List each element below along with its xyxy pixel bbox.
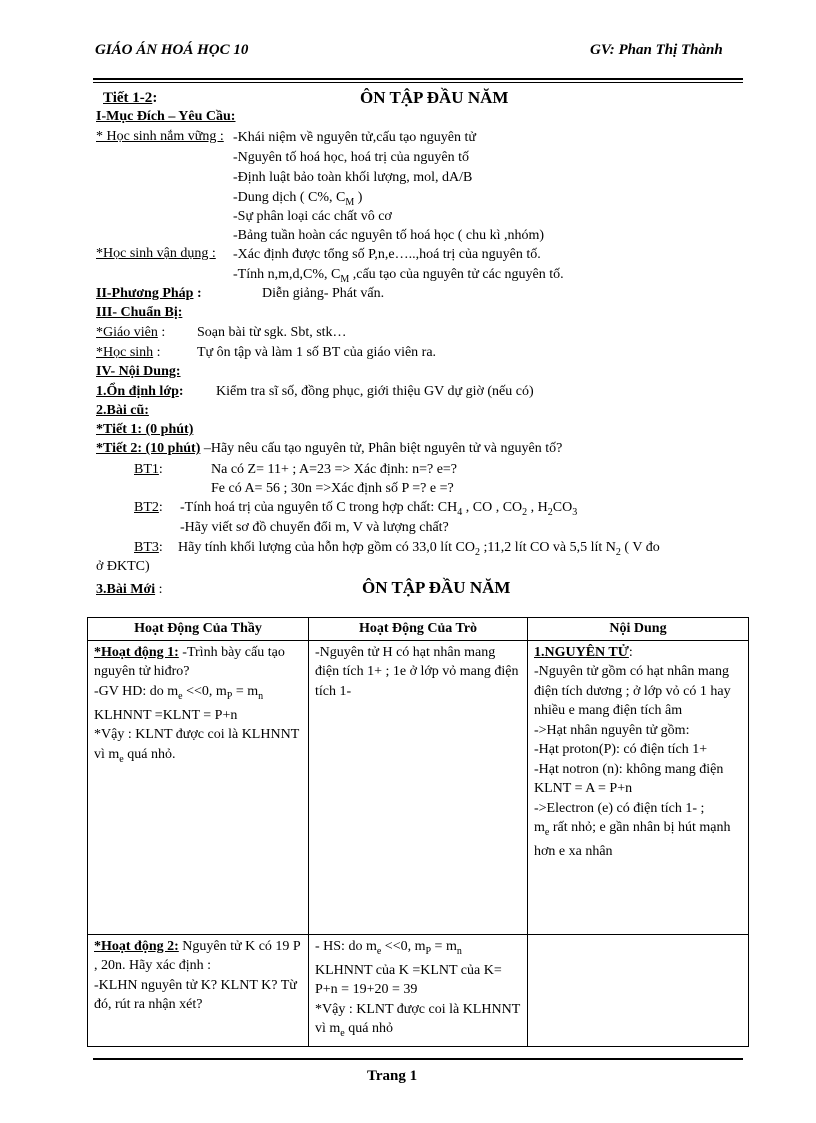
header-right: GV: Phan Thị Thành — [590, 42, 723, 58]
table-header-row — [88, 618, 749, 641]
col-header-teacher: Hoạt Động Của Thầy — [88, 618, 309, 641]
old-lesson: 2.Bài cũ: — [96, 403, 149, 418]
bt2-line: -Hãy viết sơ đồ chuyển đổi m, V và lượng chất? — [180, 520, 449, 535]
header-rule — [93, 78, 743, 80]
apply-label: *Học sinh vận dụng : — [96, 246, 216, 261]
student-cell: -Nguyên tử H có hạt nhân mang điện tích 1+ ; 1e ở lớp vỏ mang điện tích 1- — [309, 640, 528, 934]
section-2-text: Diễn giảng- Phát vấn. — [262, 286, 385, 301]
section-2: II-Phương Pháp : — [96, 286, 202, 301]
student-cell: - HS: do $m_e <<0$, $m_P = m_n$ KLHNNT của K =KLNT của K= P+n = 19+20 = 39 *Vậy : KLNT được coi là KLHNNT vì $m_e$ quá nhỏ — [309, 934, 528, 1046]
teacher-label: *Giáo viên : — [96, 325, 166, 340]
page-number: Trang 1 — [367, 1068, 418, 1084]
period-2: *Tiết 2: (10 phút) –Hãy nêu cấu tạo nguyên tử, Phân biệt nguyên tử và nguyên tố? — [96, 441, 563, 456]
student-label: *Học sinh : — [96, 345, 161, 360]
bt1-label: BT1: — [134, 462, 163, 477]
bt3-line: ở ĐKTC) — [96, 559, 150, 574]
period-1: *Tiết 1: (0 phút) — [96, 422, 194, 437]
content-cell — [528, 934, 749, 1046]
bt2-label: BT2: — [134, 500, 163, 515]
bt3-line: Hãy tính khối lượng của hỗn hợp gồm có 33,0 lít $CO_2$ ;11,2 lít CO và 5,5 lít $N_2$ ( V đo — [178, 540, 660, 558]
teacher-cell: *Hoạt động 2: Nguyên tử K có 19 P , 20n. Hãy xác định : -KLHN nguyên tử K? KLNT K? Từ đó, rút ra nhận xét? — [88, 934, 309, 1046]
bt1-line: Fe có A= 56 ; 30n =>Xác định số P =? e =? — [211, 481, 454, 496]
grasp-item: -Bảng tuần hoàn các nguyên tố hoá học ( chu kì ,nhóm) — [233, 228, 545, 243]
activity-table — [87, 617, 749, 1047]
teacher-cell: *Hoạt động 1: -Trình bày cấu tạo nguyên tử hiđro? -GV HD: do $m_e <<0$, $m_P = m_n$ KLHNNT =KLNT = P+n *Vậy : KLNT được coi là KLHNNT vì $m_e$ quá nhỏ. — [88, 640, 309, 934]
section-1-heading: I-Mục Đích – Yêu Cầu: — [96, 109, 236, 124]
section-3-heading: III- Chuẩn Bị: — [96, 305, 183, 320]
lesson-title: ÔN TẬP ĐẦU NĂM — [360, 88, 509, 107]
col-header-student: Hoạt Động Của Trò — [309, 618, 528, 641]
lesson-label: Tiết 1-2: — [103, 90, 158, 106]
bt3-label: BT3: — [134, 540, 163, 555]
new-lesson-title: ÔN TẬP ĐẦU NĂM — [362, 578, 511, 597]
new-lesson-label: 3.Bài Mới : — [96, 582, 163, 597]
grasp-item: -Nguyên tố hoá học, hoá trị của nguyên tố — [233, 150, 469, 165]
footer-rule — [93, 1058, 743, 1060]
grasp-item: -Sự phân loại các chất vô cơ — [233, 209, 392, 224]
header-left: GIÁO ÁN HOÁ HỌC 10 — [95, 42, 249, 58]
stabilize-text: Kiểm tra sĩ số, đồng phục, giới thiệu GV dự giờ (nếu có) — [216, 384, 534, 399]
grasp-label: * Học sinh nắm vững : — [96, 129, 224, 144]
header-rule-thin — [93, 82, 743, 83]
stabilize-label: 1.Ổn định lớp: — [96, 384, 184, 399]
col-header-content: Nội Dung — [528, 618, 749, 641]
teacher-text: Soạn bài từ sgk. Sbt, stk… — [197, 325, 347, 340]
grasp-item: -Khái niệm về nguyên tử,cấu tạo nguyên tử — [233, 130, 476, 145]
section-4-heading: IV- Nội Dung: — [96, 364, 181, 379]
student-text: Tự ôn tập và làm 1 số BT của giáo viên ra. — [197, 345, 437, 360]
bt2-line: -Tính hoá trị của nguyên tố C trong hợp chất: $CH_4$ , CO , $CO_2$ , $H_2CO_3$ — [180, 500, 578, 518]
grasp-item: -Định luật bảo toàn khối lượng, mol, dA/B — [233, 170, 473, 185]
table-row — [88, 934, 749, 1046]
apply-item: -Tính n,m,d,C%, $C_M$ ,cấu tạo của nguyên tử các nguyên tố. — [233, 267, 564, 285]
table-row — [88, 640, 749, 934]
apply-item: -Xác định được tổng số P,n,e…..,hoá trị của nguyên tố. — [233, 247, 541, 262]
grasp-item: -Dung dịch ( C%, $C_M$ ) — [233, 190, 363, 208]
bt1-line: Na có Z= 11+ ; A=23 => Xác định: n=? e=? — [211, 462, 458, 477]
content-cell: 1.NGUYÊN TỬ: -Nguyên tử gồm có hạt nhân mang điện tích dương ; ở lớp vỏ có 1 hay nhiều e mang điện tích âm ->Hạt nhân nguyên tử gồm: -Hạt proton(P): có điện tích 1+ -Hạt notron (n): không mang điện KLNT = A = P+n ->Electron (e) có điện tích 1- ; $m_e$ rất nhỏ; e gần nhân bị hút mạnh hơn e xa nhân — [528, 640, 749, 934]
